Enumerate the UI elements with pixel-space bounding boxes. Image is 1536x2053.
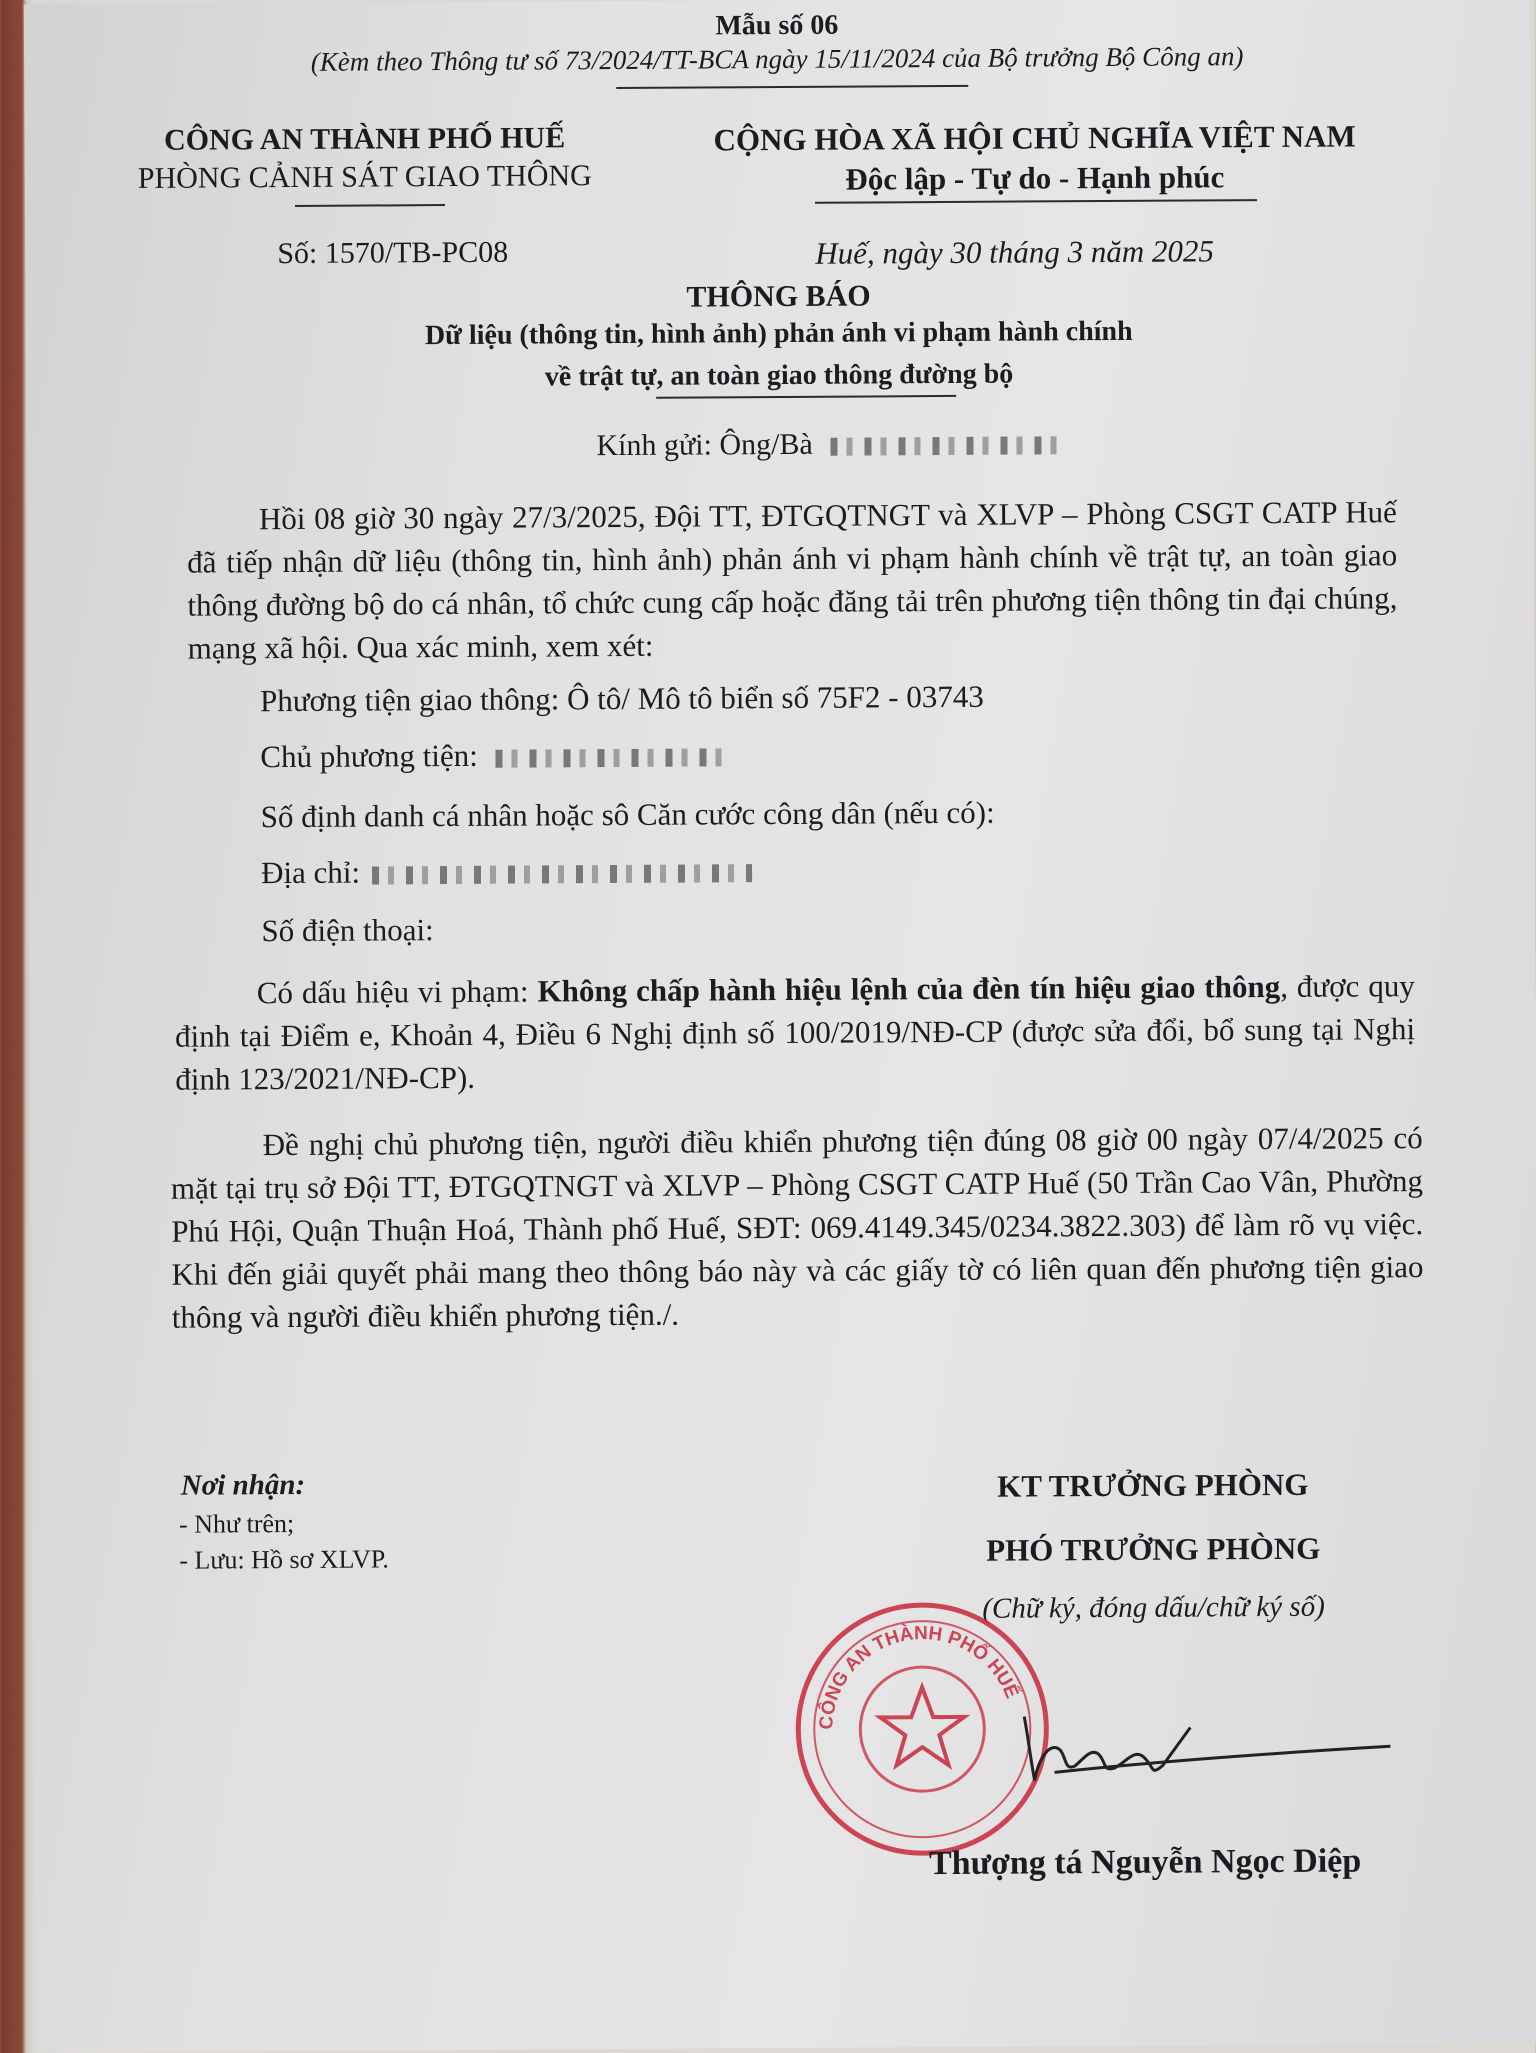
- motto-underline: [815, 199, 1257, 204]
- phone-field: Số điện thoại:: [261, 912, 434, 949]
- document-number: Số: 1570/TB-PC08: [277, 235, 509, 271]
- star-icon: [880, 1687, 964, 1766]
- address-field: [261, 852, 752, 891]
- signer-title-2: PHÓ TRƯỞNG PHÒNG: [986, 1530, 1321, 1568]
- redacted-name: [830, 436, 1060, 455]
- form-attachment-note: (Kèm theo Thông tư số 73/2024/TT-BCA ngày 15/11/2024 của Bộ trưởng Bộ Công an): [310, 41, 1244, 77]
- svg-text:CÔNG AN THÀNH PHỐ HUẾ: [815, 1622, 1023, 1731]
- recipients-item-2: - Lưu: Hồ sơ XLVP.: [179, 1544, 389, 1575]
- violation-paragraph: [175, 964, 1416, 1101]
- subtitle-underline: [656, 395, 956, 399]
- owner-label: Chủ phương tiện:: [260, 737, 478, 775]
- issue-date: Huế, ngày 30 tháng 3 năm 2025: [815, 233, 1215, 271]
- intro-paragraph: Hồi 08 giờ 30 ngày 27/3/2025, Đội TT, ĐTGQTNGT và XLVP – Phòng CSGT CATP Huế đã tiếp nhận dữ liệu (thông tin, hình ảnh) phản ánh vi phạm hành chính về trật tự, an toàn giao thông đường bộ do cá nhân, tổ chức cung cấp hoặc đăng tải trên phương tiện thông tin đại chúng, mạng xã hội. Qua xác minh, xem xét:: [187, 494, 1398, 666]
- recipients-label: Nơi nhận:: [180, 1468, 306, 1502]
- redacted-address: [372, 864, 752, 884]
- nation-title: CỘNG HÒA XÃ HỘI CHỦ NGHĨA VIỆT NAM: [713, 118, 1356, 158]
- agency-name: CÔNG AN THÀNH PHỐ HUẾ: [163, 121, 566, 157]
- notice-subtitle-1: Dữ liệu (thông tin, hình ảnh) phản ánh vi phạm hành chính: [424, 315, 1133, 352]
- request-paragraph: Đề nghị chủ phương tiện, người điều khiển phương tiện đúng 08 giờ 00 ngày 07/4/2025 có mặt tại trụ sở Đội TT, ĐTGQTNGT và XLVP – Phòng CSGT CATP Huế (50 Trần Cao Vân, Phường Phú Hội, Quận Thuận Hoá, Thành phố Huế, SĐT: 069.4149.345/0234.3822.303) để làm rõ vụ việc. Khi đến giải quyết phải mang theo thông báo này và các giấy tờ có liên quan đến phương tiện giao thông và người điều khiển phương tiện./.: [170, 1120, 1424, 1335]
- recipient-line: [596, 426, 1060, 463]
- department-name: PHÒNG CẢNH SÁT GIAO THÔNG: [137, 159, 592, 195]
- violation-legal-basis: , được quy định tại Điểm e, Khoản 4, Điều 6 Nghị định số 100/2019/NĐ-CP (được sửa đổi, bổ sung tại Nghị định 123/2021/NĐ-CP).: [174, 968, 1416, 1097]
- redacted-owner: [496, 748, 726, 767]
- owner-field: [260, 736, 725, 775]
- violation-prefix: Có dấu hiệu vi phạm:: [256, 973, 538, 1011]
- form-underline: [616, 85, 968, 89]
- recipient-label: Kính gửi: Ông/Bà: [596, 427, 813, 463]
- violation-description: Không chấp hành hiệu lệnh của đèn tín hiệu giao thông: [537, 968, 1281, 1009]
- department-underline: [295, 204, 445, 207]
- id-field: Số định danh cá nhân hoặc sô Căn cước công dân (nếu có):: [260, 794, 995, 835]
- signature-note: (Chữ ký, đóng dấu/chữ ký số): [982, 1590, 1325, 1625]
- notice-title: THÔNG BÁO: [686, 279, 871, 314]
- form-number: Mẫu số 06: [715, 9, 839, 42]
- signature: [994, 1686, 1415, 1799]
- notice-subtitle-2: về trật tự, an toàn giao thông đường bộ: [544, 358, 1014, 393]
- signer-name: Thượng tá Nguyễn Ngọc Diệp: [928, 1842, 1362, 1883]
- vehicle-field: Phương tiện giao thông: Ô tô/ Mô tô biển số 75F2 - 03743: [259, 678, 984, 719]
- address-label: Địa chỉ:: [260, 854, 361, 891]
- nation-motto: Độc lập - Tự do - Hạnh phúc: [845, 159, 1225, 197]
- stamp-text: CÔNG AN THÀNH PHỐ HUẾ: [816, 1623, 1023, 1731]
- recipients-item-1: - Như trên;: [178, 1508, 295, 1539]
- signer-title-1: KT TRƯỞNG PHÒNG: [997, 1466, 1309, 1504]
- document-page: [24, 0, 1536, 2053]
